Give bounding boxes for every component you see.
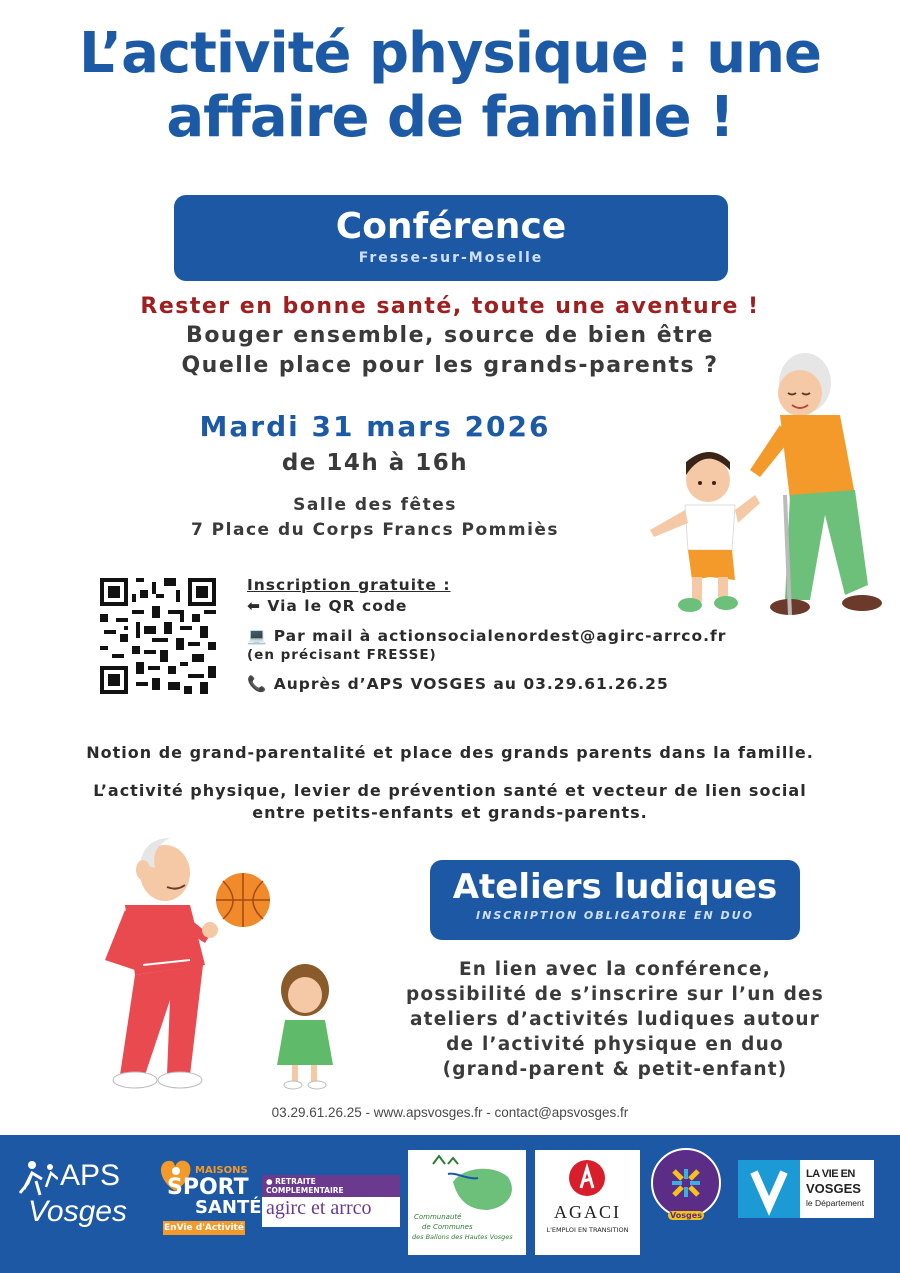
qr-code[interactable] — [100, 578, 216, 694]
ateliers-sub: INSCRIPTION OBLIGATOIRE EN DUO — [476, 909, 754, 922]
ccbhv-line-3: des Ballons des Hautes Vosges — [412, 1233, 513, 1241]
grandparent-walking-child-illustration — [640, 345, 890, 630]
ateliers-text-line: ateliers d’activités ludiques autour — [409, 1009, 821, 1030]
dept-tagline: le Département — [806, 1198, 865, 1208]
commission-emblem-icon — [650, 1147, 722, 1219]
agirc-name: agirc et arrco — [266, 1197, 372, 1219]
commission-financeurs-logo — [650, 1147, 722, 1237]
conference-banner — [174, 195, 728, 281]
mss-maisons: MAISONS — [195, 1165, 248, 1176]
ccbhv-line-2: de Communes — [422, 1223, 473, 1231]
commission-vosges: Vosges — [668, 1211, 704, 1220]
mss-sport: SPORT — [167, 1175, 249, 1200]
ateliers-text-line: En lien avec la conférence, — [458, 959, 772, 980]
agaci-a-icon — [567, 1158, 607, 1198]
vosges-text: Vosges — [28, 1195, 127, 1228]
mss-sante: SANTÉ — [195, 1197, 262, 1218]
agaci-tagline: L'EMPLOI EN TRANSITION — [546, 1226, 629, 1234]
ccbhv-line-1: Communauté — [414, 1213, 462, 1221]
note-line-2: L’activité physique, levier de prévention santé et vecteur de lien social — [93, 781, 807, 800]
venue-name: Salle des fêtes — [293, 495, 457, 515]
ateliers-text-line: possibilité de s’inscrire sur l’un des — [405, 984, 825, 1005]
aps-text: APS — [60, 1159, 121, 1192]
partner-footer — [0, 1135, 900, 1273]
mss-envie: EnVie d'Activité — [164, 1223, 244, 1233]
agaci-name: AGACI — [554, 1202, 621, 1222]
event-date: Mardi 31 mars 2026 — [199, 410, 551, 443]
v-block — [738, 1160, 800, 1218]
title-line-2: affaire de famille ! — [166, 85, 734, 150]
event-hours: de 14h à 16h — [281, 450, 469, 476]
registration-title: Inscription gratuite : — [247, 576, 451, 594]
vosges-departement-logo — [738, 1160, 874, 1218]
registration-mail[interactable]: 💻 Par mail à actionsocialenordest@agirc-arrco.fr — [247, 627, 727, 645]
dept-lavieen: LA VIE EN — [806, 1168, 855, 1180]
ateliers-banner — [430, 860, 800, 940]
ateliers-text-line: (grand-parent & petit-enfant) — [442, 1059, 788, 1080]
conference-label: Conférence — [335, 206, 567, 247]
ateliers-label: Ateliers ludiques — [452, 867, 778, 907]
mountain-map-icon — [408, 1152, 526, 1212]
grandfather-ball-girl-illustration — [95, 825, 355, 1095]
venue-address: 7 Place du Corps Francs Pommiès — [190, 520, 560, 540]
agirc-arrco-logo — [262, 1175, 400, 1227]
maisons-sport-sante-logo — [155, 1153, 262, 1249]
agaci-logo — [535, 1150, 640, 1255]
note-line-3: entre petits-enfants et grands-parents. — [252, 803, 648, 822]
registration-phone[interactable]: 📞 Auprès d’APS VOSGES au 03.29.61.26.25 — [247, 675, 669, 693]
theme-line-1: Rester en bonne santé, toute une aventure ! — [140, 294, 760, 319]
v-letter-icon — [738, 1160, 800, 1218]
conference-location: Fresse-sur-Moselle — [358, 250, 544, 266]
ateliers-text-line: de l’activité physique en duo — [446, 1034, 784, 1055]
dept-vosges: VOSGES — [806, 1181, 861, 1196]
ateliers-text — [370, 957, 860, 1082]
ccbhv-logo — [408, 1150, 526, 1255]
runners-icon — [18, 1159, 58, 1199]
contact-line[interactable]: 03.29.61.26.25 - www.apsvosges.fr - contact@apsvosges.fr — [271, 1105, 629, 1120]
note-line-1: Notion de grand-parentalité et place des grands parents dans la famille. — [86, 743, 814, 762]
registration-qr: ⬅ Via le QR code — [247, 597, 408, 615]
theme-line-3: Quelle place pour les grands-parents ? — [181, 353, 719, 378]
agirc-retraite: ● RETRAITE COMPLEMENTAIRE — [262, 1175, 400, 1197]
registration-mail-note: (en précisant FRESSE) — [247, 647, 437, 663]
title-line-1: L’activité physique : une — [79, 21, 821, 86]
page-title — [0, 22, 900, 150]
theme-line-2: Bouger ensemble, source de bien être — [186, 323, 714, 348]
aps-vosges-logo — [18, 1155, 143, 1250]
